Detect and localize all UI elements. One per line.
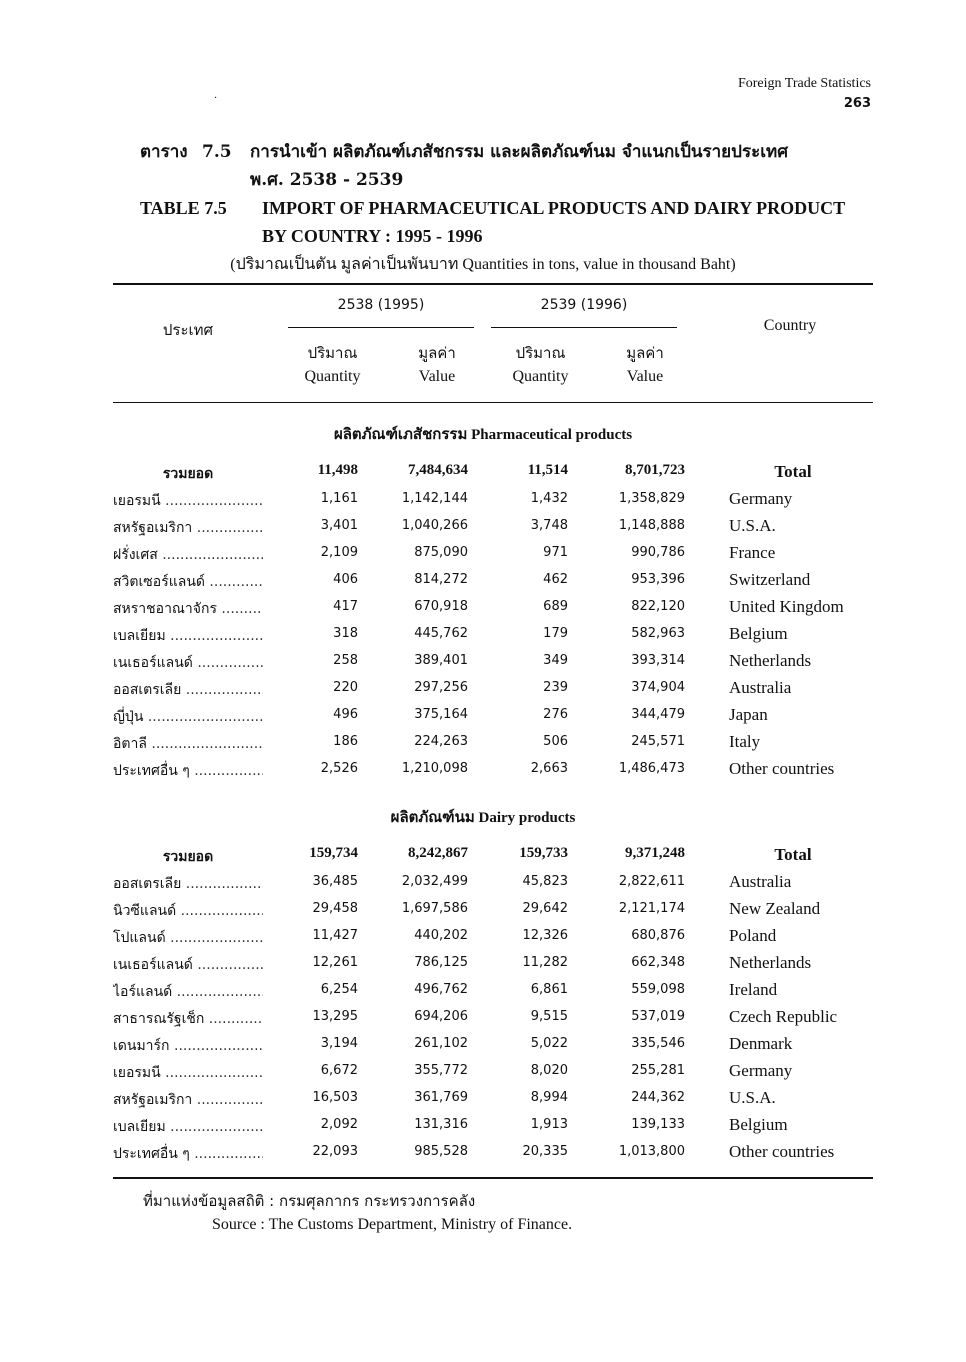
value-cell: 29,642 bbox=[522, 901, 568, 916]
value-cell: 8,020 bbox=[530, 1063, 568, 1078]
value-cell: 16,503 bbox=[312, 1090, 358, 1105]
country-th-cell: เบลเยียม ..... bbox=[113, 1116, 263, 1138]
value-cell: 1,486,473 bbox=[618, 761, 685, 776]
title-english-text: IMPORT OF PHARMACEUTICAL PRODUCTS AND DAIRY PRODUCT bbox=[262, 198, 846, 218]
value-cell: 3,194 bbox=[320, 1036, 358, 1051]
value-cell: 7,484,634 bbox=[408, 462, 468, 478]
value-cell: 1,161 bbox=[320, 491, 358, 506]
value-cell: 953,396 bbox=[631, 572, 685, 587]
table-row bbox=[113, 923, 873, 950]
value-cell: 814,272 bbox=[414, 572, 468, 587]
value-cell: 875,090 bbox=[414, 545, 468, 560]
value-cell: 258 bbox=[333, 653, 358, 668]
value-cell: 822,120 bbox=[631, 599, 685, 614]
qty-th-header-1996: ปริมาณ bbox=[515, 344, 566, 362]
value-cell: 2,663 bbox=[530, 761, 568, 776]
value-cell: 11,498 bbox=[317, 462, 358, 478]
country-en-cell: Poland bbox=[729, 926, 777, 945]
value-cell: 559,098 bbox=[631, 982, 685, 997]
table-row bbox=[113, 950, 873, 977]
val-th-header-1996: มูลค่า bbox=[626, 344, 664, 362]
table-row bbox=[113, 1085, 873, 1112]
value-cell: 3,748 bbox=[530, 518, 568, 533]
val-th-header-1995: มูลค่า bbox=[418, 344, 456, 362]
country-th-cell: รวมยอด bbox=[162, 466, 214, 482]
country-en-cell: U.S.A. bbox=[729, 516, 776, 535]
country-en-cell: Netherlands bbox=[729, 953, 812, 972]
section-title-pharmaceutical: ผลิตภัณฑ์เภสัชกรรม Pharmaceutical products bbox=[333, 427, 633, 443]
country-en-cell: Japan bbox=[729, 705, 768, 724]
country-en-cell: Denmark bbox=[729, 1034, 793, 1053]
country-en-cell: United Kingdom bbox=[729, 597, 844, 616]
value-cell: 11,282 bbox=[522, 955, 568, 970]
table-top-rule bbox=[113, 283, 873, 285]
table-row bbox=[113, 756, 873, 783]
value-cell: 22,093 bbox=[312, 1144, 358, 1159]
country-en-cell: Germany bbox=[729, 1061, 793, 1080]
title-thai-number: 7.5 bbox=[202, 142, 232, 162]
value-cell: 261,102 bbox=[414, 1036, 468, 1051]
country-th-header: ประเทศ bbox=[162, 321, 214, 339]
value-cell: 417 bbox=[333, 599, 358, 614]
value-cell: 6,672 bbox=[320, 1063, 358, 1078]
value-cell: 6,254 bbox=[320, 982, 358, 997]
value-cell: 13,295 bbox=[312, 1009, 358, 1024]
value-cell: 786,125 bbox=[414, 955, 468, 970]
value-cell: 445,762 bbox=[414, 626, 468, 641]
country-en-cell: Total bbox=[774, 845, 812, 864]
qty-th-header-1995: ปริมาณ bbox=[307, 344, 358, 362]
value-cell: 355,772 bbox=[414, 1063, 468, 1078]
value-cell: 440,202 bbox=[414, 928, 468, 943]
value-cell: 5,022 bbox=[530, 1036, 568, 1051]
country-th-cell: โปแลนด์ ..... bbox=[113, 927, 263, 949]
country-en-cell: Netherlands bbox=[729, 651, 812, 670]
country-th-cell: ฝรั่งเศส ..... bbox=[113, 544, 263, 566]
value-cell: 2,032,499 bbox=[401, 874, 468, 889]
table-row bbox=[113, 729, 873, 756]
value-cell: 374,904 bbox=[631, 680, 685, 695]
value-cell: 29,458 bbox=[312, 901, 358, 916]
value-cell: 318 bbox=[333, 626, 358, 641]
country-th-cell: รวมยอด bbox=[162, 849, 214, 865]
value-cell: 670,918 bbox=[414, 599, 468, 614]
country-en-cell: Italy bbox=[729, 732, 761, 751]
country-th-cell: สาธารณรัฐเช็ก ..... bbox=[113, 1008, 263, 1030]
value-cell: 276 bbox=[543, 707, 568, 722]
year-1996-header: 2539 (1996) bbox=[540, 297, 628, 313]
value-cell: 6,861 bbox=[530, 982, 568, 997]
value-cell: 1,913 bbox=[530, 1117, 568, 1132]
country-en-cell: Ireland bbox=[729, 980, 778, 999]
country-th-cell: สหรัฐอเมริกา ..... bbox=[113, 517, 263, 539]
value-cell: 186 bbox=[333, 734, 358, 749]
value-cell: 2,526 bbox=[320, 761, 358, 776]
value-cell: 462 bbox=[543, 572, 568, 587]
value-cell: 139,133 bbox=[631, 1117, 685, 1132]
table-row bbox=[113, 486, 873, 513]
value-cell: 8,242,867 bbox=[408, 845, 468, 861]
country-th-cell: สวิตเซอร์แลนด์ ..... bbox=[113, 571, 263, 593]
table-row bbox=[113, 1112, 873, 1139]
value-cell: 406 bbox=[333, 572, 358, 587]
country-en-cell: Total bbox=[774, 462, 812, 481]
value-cell: 1,210,098 bbox=[401, 761, 468, 776]
title-english-number: 7.5 bbox=[204, 198, 227, 218]
value-cell: 2,822,611 bbox=[618, 874, 685, 889]
value-cell: 239 bbox=[543, 680, 568, 695]
value-cell: 689 bbox=[543, 599, 568, 614]
country-en-cell: U.S.A. bbox=[729, 1088, 776, 1107]
country-en-cell: Germany bbox=[729, 489, 793, 508]
value-cell: 9,515 bbox=[530, 1009, 568, 1024]
value-cell: 255,281 bbox=[631, 1063, 685, 1078]
value-cell: 9,371,248 bbox=[625, 845, 685, 861]
title-english-line1 bbox=[140, 194, 880, 222]
section-title-dairy: ผลิตภัณฑ์นม Dairy products bbox=[390, 810, 576, 826]
value-cell: 12,261 bbox=[312, 955, 358, 970]
value-cell: 662,348 bbox=[631, 955, 685, 970]
value-cell: 20,335 bbox=[522, 1144, 568, 1159]
title-thai-line2 bbox=[140, 166, 880, 194]
units-note: (ปริมาณเป็นตัน มูลค่าเป็นพันบาท Quantities in tons, value in thousand Baht) bbox=[230, 256, 736, 273]
title-english-line2 bbox=[140, 222, 880, 250]
country-th-cell: เดนมาร์ก ..... bbox=[113, 1035, 263, 1057]
qty-en-header-1995: Quantity bbox=[304, 368, 361, 385]
country-th-cell: สหราชอาณาจักร ..... bbox=[113, 598, 263, 620]
value-cell: 220 bbox=[333, 680, 358, 695]
source-thai: ที่มาแห่งข้อมูลสถิติ : กรมศุลกากร กระทรวงการคลัง bbox=[143, 1192, 476, 1210]
country-en-cell: Belgium bbox=[729, 624, 788, 643]
title-thai-label: ตาราง bbox=[140, 142, 188, 162]
value-cell: 344,479 bbox=[631, 707, 685, 722]
val-en-header-1995: Value bbox=[418, 368, 456, 385]
table-bottom-rule bbox=[113, 1177, 873, 1179]
page-header bbox=[738, 74, 871, 114]
year-1995-header: 2538 (1995) bbox=[337, 297, 425, 313]
value-cell: 45,823 bbox=[522, 874, 568, 889]
table-title bbox=[140, 138, 880, 250]
value-cell: 11,514 bbox=[527, 462, 568, 478]
value-cell: 2,092 bbox=[320, 1117, 358, 1132]
publication-title: Foreign Trade Statistics bbox=[737, 76, 871, 91]
year-1996-underline bbox=[491, 327, 677, 328]
page-number: 263 bbox=[843, 96, 871, 111]
value-cell: 1,148,888 bbox=[618, 518, 685, 533]
value-cell: 1,432 bbox=[530, 491, 568, 506]
value-cell: 375,164 bbox=[414, 707, 468, 722]
qty-en-header-1996: Quantity bbox=[512, 368, 569, 385]
country-en-cell: Belgium bbox=[729, 1115, 788, 1134]
country-en-cell: Australia bbox=[729, 872, 792, 891]
value-cell: 224,263 bbox=[414, 734, 468, 749]
value-cell: 8,701,723 bbox=[625, 462, 685, 478]
table-row bbox=[113, 648, 873, 675]
country-en-cell: Australia bbox=[729, 678, 792, 697]
table-row bbox=[113, 594, 873, 621]
value-cell: 680,876 bbox=[631, 928, 685, 943]
source-english: Source : The Customs Department, Ministry of Finance. bbox=[212, 1216, 573, 1233]
value-cell: 2,121,174 bbox=[618, 901, 685, 916]
value-cell: 537,019 bbox=[631, 1009, 685, 1024]
table-row bbox=[113, 1058, 873, 1085]
value-cell: 496,762 bbox=[414, 982, 468, 997]
country-en-cell: New Zealand bbox=[729, 899, 821, 918]
country-th-cell: ประเทศอื่น ๆ ..... bbox=[113, 760, 263, 782]
value-cell: 985,528 bbox=[414, 1144, 468, 1159]
value-cell: 159,734 bbox=[309, 845, 358, 861]
value-cell: 349 bbox=[543, 653, 568, 668]
country-en-cell: Czech Republic bbox=[729, 1007, 838, 1026]
value-cell: 971 bbox=[543, 545, 568, 560]
table-row bbox=[113, 675, 873, 702]
country-th-cell: ประเทศอื่น ๆ ..... bbox=[113, 1143, 263, 1165]
value-cell: 36,485 bbox=[312, 874, 358, 889]
value-cell: 506 bbox=[543, 734, 568, 749]
value-cell: 1,142,144 bbox=[401, 491, 468, 506]
country-en-header: Country bbox=[763, 317, 817, 334]
title-thai-text: การนำเข้า ผลิตภัณฑ์เภสัชกรรม และผลิตภัณฑ์นม จำแนกเป็นรายประเทศ bbox=[250, 142, 789, 162]
table-row bbox=[113, 977, 873, 1004]
header-bottom-rule bbox=[113, 402, 873, 403]
table-row bbox=[113, 702, 873, 729]
table-row bbox=[113, 1004, 873, 1031]
value-cell: 8,994 bbox=[530, 1090, 568, 1105]
country-en-cell: Switzerland bbox=[729, 570, 811, 589]
country-th-cell: อิตาลี ..... bbox=[113, 733, 263, 755]
title-thai-line1 bbox=[140, 138, 880, 166]
table-row bbox=[113, 540, 873, 567]
value-cell: 12,326 bbox=[522, 928, 568, 943]
table-row bbox=[113, 513, 873, 540]
value-cell: 393,314 bbox=[631, 653, 685, 668]
country-en-cell: Other countries bbox=[729, 759, 835, 778]
country-th-cell: เนเธอร์แลนด์ ..... bbox=[113, 954, 263, 976]
country-th-cell: เยอรมนี ..... bbox=[113, 490, 263, 512]
title-english-label: TABLE bbox=[140, 198, 200, 218]
value-cell: 496 bbox=[333, 707, 358, 722]
val-en-header-1996: Value bbox=[626, 368, 664, 385]
value-cell: 1,013,800 bbox=[618, 1144, 685, 1159]
total-row bbox=[113, 459, 873, 486]
country-th-cell: สหรัฐอเมริกา ..... bbox=[113, 1089, 263, 1111]
table-row bbox=[113, 896, 873, 923]
table-row bbox=[113, 1139, 873, 1166]
country-th-cell: เนเธอร์แลนด์ ..... bbox=[113, 652, 263, 674]
value-cell: 159,733 bbox=[519, 845, 568, 861]
table-row bbox=[113, 1031, 873, 1058]
value-cell: 244,362 bbox=[631, 1090, 685, 1105]
table-row bbox=[113, 621, 873, 648]
year-1995-underline bbox=[288, 327, 474, 328]
country-th-cell: ญี่ปุ่น ..... bbox=[113, 706, 263, 728]
value-cell: 1,040,266 bbox=[401, 518, 468, 533]
value-cell: 3,401 bbox=[320, 518, 358, 533]
value-cell: 389,401 bbox=[414, 653, 468, 668]
value-cell: 361,769 bbox=[414, 1090, 468, 1105]
value-cell: 582,963 bbox=[631, 626, 685, 641]
country-th-cell: เยอรมนี ..... bbox=[113, 1062, 263, 1084]
country-th-cell: เบลเยียม ..... bbox=[113, 625, 263, 647]
total-row bbox=[113, 842, 873, 869]
value-cell: 245,571 bbox=[631, 734, 685, 749]
country-en-cell: Other countries bbox=[729, 1142, 835, 1161]
title-thai-years: พ.ศ. 2538 - 2539 bbox=[250, 170, 404, 190]
value-cell: 131,316 bbox=[414, 1117, 468, 1132]
country-th-cell: ไอร์แลนด์ ..... bbox=[113, 981, 263, 1003]
value-cell: 694,206 bbox=[414, 1009, 468, 1024]
country-th-cell: นิวซีแลนด์ ..... bbox=[113, 900, 263, 922]
table-row bbox=[113, 567, 873, 594]
title-english-years: BY COUNTRY : 1995 - 1996 bbox=[262, 226, 483, 246]
value-cell: 1,697,586 bbox=[401, 901, 468, 916]
value-cell: 179 bbox=[543, 626, 568, 641]
table-row bbox=[113, 869, 873, 896]
value-cell: 297,256 bbox=[414, 680, 468, 695]
country-th-cell: ออสเตรเลีย ..... bbox=[113, 873, 263, 895]
value-cell: 2,109 bbox=[320, 545, 358, 560]
value-cell: 990,786 bbox=[631, 545, 685, 560]
value-cell: 11,427 bbox=[312, 928, 358, 943]
stray-mark: . bbox=[214, 90, 218, 101]
country-en-cell: France bbox=[729, 543, 776, 562]
value-cell: 335,546 bbox=[631, 1036, 685, 1051]
country-th-cell: ออสเตรเลีย ..... bbox=[113, 679, 263, 701]
value-cell: 1,358,829 bbox=[618, 491, 685, 506]
